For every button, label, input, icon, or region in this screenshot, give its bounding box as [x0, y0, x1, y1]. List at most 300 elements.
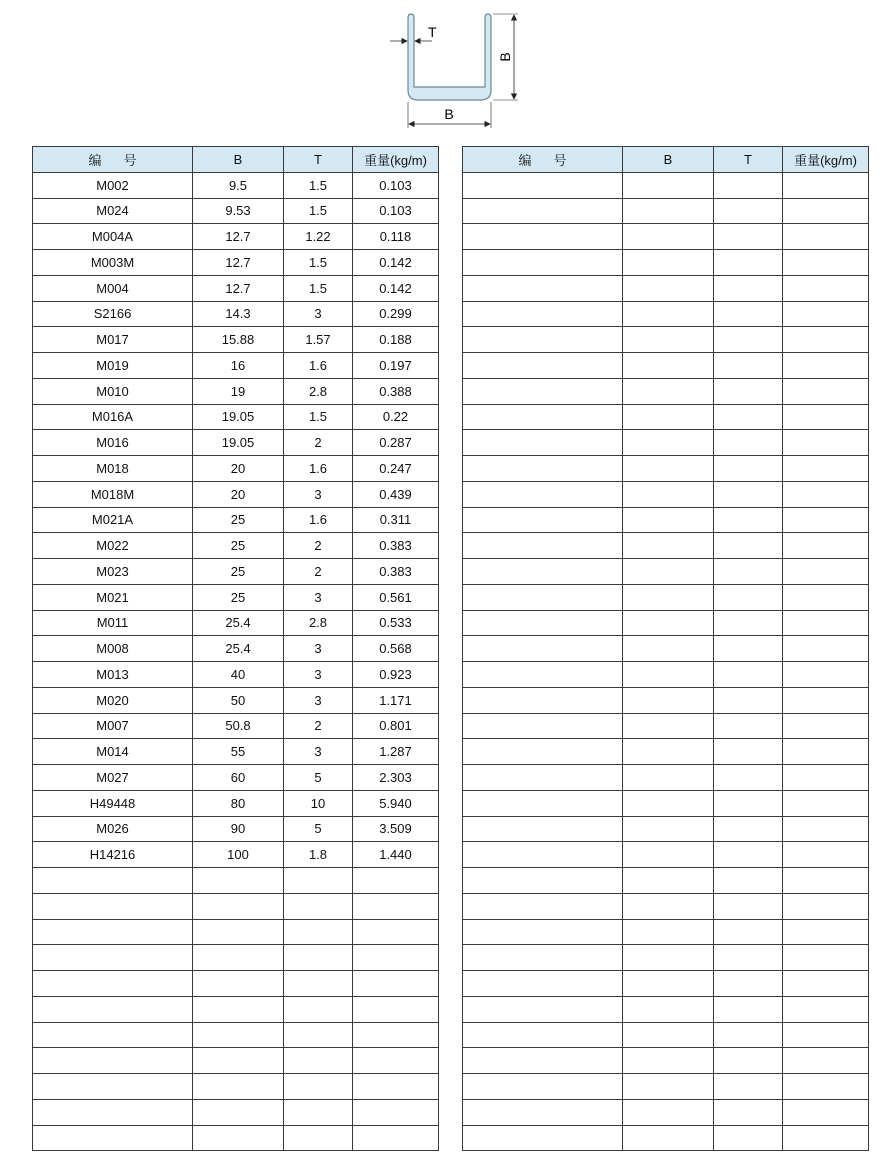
- cell-b: [623, 404, 714, 430]
- cell-b: [623, 1099, 714, 1125]
- u-channel-profile-drawing: [370, 6, 530, 136]
- cell-t: [284, 945, 353, 971]
- cell-b: 9.53: [193, 198, 284, 224]
- cell-weight: [783, 816, 869, 842]
- cell-b: [193, 971, 284, 997]
- cell-b: [623, 842, 714, 868]
- header-b: B: [193, 147, 284, 173]
- cell-b: [623, 481, 714, 507]
- table-row: [33, 971, 439, 997]
- cell-t: 1.5: [284, 198, 353, 224]
- cell-code: [463, 868, 623, 894]
- table-row: [33, 559, 439, 585]
- table-row: [33, 713, 439, 739]
- cell-b: [623, 250, 714, 276]
- cell-code: [463, 481, 623, 507]
- cell-weight: [783, 404, 869, 430]
- cell-b: [623, 1074, 714, 1100]
- cell-weight: [353, 919, 439, 945]
- cell-code: [463, 842, 623, 868]
- cell-code: [463, 404, 623, 430]
- cell-t: 1.6: [284, 507, 353, 533]
- cell-weight: 0.287: [353, 430, 439, 456]
- cell-t: [714, 662, 783, 688]
- cell-code: [463, 713, 623, 739]
- table-row: [463, 404, 869, 430]
- table-row: [463, 198, 869, 224]
- cell-b: 55: [193, 739, 284, 765]
- cell-t: 2.8: [284, 610, 353, 636]
- cell-b: [623, 507, 714, 533]
- cell-t: [714, 275, 783, 301]
- cell-t: 5: [284, 816, 353, 842]
- cell-t: 1.5: [284, 275, 353, 301]
- cell-b: 25: [193, 507, 284, 533]
- cell-weight: [783, 1099, 869, 1125]
- cell-t: 2: [284, 533, 353, 559]
- cell-weight: 0.311: [353, 507, 439, 533]
- cell-code: [463, 301, 623, 327]
- table-row: [33, 378, 439, 404]
- header-code-label: 编号: [518, 152, 589, 168]
- cell-t: [714, 301, 783, 327]
- cell-weight: 1.287: [353, 739, 439, 765]
- cell-t: [714, 533, 783, 559]
- table-row: [463, 1099, 869, 1125]
- cell-weight: [783, 430, 869, 456]
- cell-weight: 1.440: [353, 842, 439, 868]
- cell-code: [463, 198, 623, 224]
- cell-b: 100: [193, 842, 284, 868]
- cell-b: [623, 687, 714, 713]
- cell-b: [193, 893, 284, 919]
- cell-t: 3: [284, 584, 353, 610]
- cell-b: [623, 301, 714, 327]
- cell-weight: [353, 1099, 439, 1125]
- cell-t: 1.5: [284, 250, 353, 276]
- table-row: [33, 327, 439, 353]
- table-row: [463, 327, 869, 353]
- header-t: T: [714, 147, 783, 173]
- cell-weight: [783, 893, 869, 919]
- u-channel-shape: [408, 14, 491, 100]
- cell-t: 3: [284, 739, 353, 765]
- cell-t: [714, 842, 783, 868]
- table-row: [33, 739, 439, 765]
- cell-weight: [783, 172, 869, 198]
- cell-b: [623, 430, 714, 456]
- cell-weight: 0.22: [353, 404, 439, 430]
- cell-code: M008: [33, 636, 193, 662]
- cell-code: M018M: [33, 481, 193, 507]
- cell-code: M021: [33, 584, 193, 610]
- cell-weight: 0.533: [353, 610, 439, 636]
- table-row: [33, 481, 439, 507]
- cell-t: 1.6: [284, 456, 353, 482]
- cell-code: [463, 1074, 623, 1100]
- cell-b: 25: [193, 533, 284, 559]
- cell-b: [623, 790, 714, 816]
- cell-weight: [783, 224, 869, 250]
- cell-t: [714, 584, 783, 610]
- cell-t: [714, 687, 783, 713]
- cell-b: [193, 919, 284, 945]
- cell-t: [714, 353, 783, 379]
- table-row: [463, 172, 869, 198]
- table-row: [463, 456, 869, 482]
- cell-t: [714, 250, 783, 276]
- table-row: [463, 250, 869, 276]
- cell-b: [623, 1022, 714, 1048]
- cell-weight: 1.171: [353, 687, 439, 713]
- table-row: [463, 996, 869, 1022]
- cell-weight: 0.118: [353, 224, 439, 250]
- cell-code: M014: [33, 739, 193, 765]
- cell-t: [284, 1099, 353, 1125]
- cell-weight: 0.383: [353, 533, 439, 559]
- u-channel-diagram: [370, 6, 530, 136]
- cell-t: [714, 739, 783, 765]
- cell-b: [623, 456, 714, 482]
- table-row: [33, 353, 439, 379]
- cell-b: [623, 584, 714, 610]
- table-row: [33, 893, 439, 919]
- cell-weight: [783, 790, 869, 816]
- table-row: [33, 172, 439, 198]
- cell-weight: [353, 1022, 439, 1048]
- table-row: [33, 250, 439, 276]
- table-row: [33, 301, 439, 327]
- b-width-label: B: [444, 106, 454, 122]
- cell-code: M003M: [33, 250, 193, 276]
- cell-b: 60: [193, 765, 284, 791]
- cell-t: [714, 945, 783, 971]
- cell-t: [714, 378, 783, 404]
- t-dimension-label: T: [428, 24, 437, 40]
- cell-b: 16: [193, 353, 284, 379]
- cell-b: [623, 945, 714, 971]
- cell-weight: 0.142: [353, 275, 439, 301]
- cell-code: [463, 172, 623, 198]
- table-row: [33, 1048, 439, 1074]
- cell-weight: [783, 275, 869, 301]
- cell-t: 3: [284, 481, 353, 507]
- cell-b: 80: [193, 790, 284, 816]
- cell-b: 14.3: [193, 301, 284, 327]
- table-row: [463, 1048, 869, 1074]
- table-row: [463, 919, 869, 945]
- cell-t: [714, 404, 783, 430]
- cell-weight: 0.142: [353, 250, 439, 276]
- cell-weight: [783, 301, 869, 327]
- cell-weight: 0.299: [353, 301, 439, 327]
- cell-code: [33, 996, 193, 1022]
- cell-t: [714, 198, 783, 224]
- cell-code: M016A: [33, 404, 193, 430]
- cell-t: [714, 172, 783, 198]
- table-row: [463, 1125, 869, 1151]
- cell-weight: [783, 919, 869, 945]
- cell-weight: 3.509: [353, 816, 439, 842]
- cell-t: 1.5: [284, 172, 353, 198]
- cell-weight: 0.439: [353, 481, 439, 507]
- table-row: [33, 610, 439, 636]
- cell-code: M011: [33, 610, 193, 636]
- table-row: [33, 662, 439, 688]
- cell-t: 3: [284, 636, 353, 662]
- cell-code: M023: [33, 559, 193, 585]
- cell-t: [284, 919, 353, 945]
- header-weight: 重量(kg/m): [783, 147, 869, 173]
- cell-code: M002: [33, 172, 193, 198]
- cell-weight: 0.383: [353, 559, 439, 585]
- cell-code: [463, 559, 623, 585]
- table-row: [33, 1099, 439, 1125]
- cell-code: [463, 224, 623, 250]
- cell-code: [463, 662, 623, 688]
- cell-code: [463, 919, 623, 945]
- cell-weight: [783, 713, 869, 739]
- cell-t: [714, 610, 783, 636]
- cell-b: [623, 198, 714, 224]
- b-height-label: B: [497, 52, 513, 62]
- cell-code: [463, 507, 623, 533]
- table-row: [33, 533, 439, 559]
- table-row: [463, 713, 869, 739]
- cell-b: [623, 996, 714, 1022]
- cell-weight: 0.188: [353, 327, 439, 353]
- cell-weight: [783, 507, 869, 533]
- cell-code: [463, 996, 623, 1022]
- table-row: [33, 919, 439, 945]
- cell-weight: 0.197: [353, 353, 439, 379]
- cell-b: [193, 1099, 284, 1125]
- cell-code: [463, 327, 623, 353]
- table-row: [33, 687, 439, 713]
- cell-weight: [783, 765, 869, 791]
- cell-b: 12.7: [193, 275, 284, 301]
- cell-weight: [783, 456, 869, 482]
- cell-code: M024: [33, 198, 193, 224]
- cell-weight: [783, 1074, 869, 1100]
- cell-code: M017: [33, 327, 193, 353]
- table-row: [463, 816, 869, 842]
- table-row: [463, 687, 869, 713]
- cell-t: [714, 868, 783, 894]
- cell-t: [714, 765, 783, 791]
- cell-t: [714, 1099, 783, 1125]
- cell-t: [284, 971, 353, 997]
- cell-b: [193, 996, 284, 1022]
- cell-t: [284, 893, 353, 919]
- cell-t: [284, 996, 353, 1022]
- cell-weight: [353, 945, 439, 971]
- cell-b: 25.4: [193, 636, 284, 662]
- cell-code: [33, 971, 193, 997]
- cell-b: 19.05: [193, 404, 284, 430]
- cell-weight: [783, 662, 869, 688]
- cell-t: [714, 1048, 783, 1074]
- table-row: [463, 765, 869, 791]
- cell-weight: 0.247: [353, 456, 439, 482]
- cell-b: [193, 868, 284, 894]
- header-code: [33, 147, 193, 173]
- table-row: [463, 662, 869, 688]
- table-row: [33, 1022, 439, 1048]
- cell-weight: [783, 687, 869, 713]
- table-row: [463, 868, 869, 894]
- cell-t: 2: [284, 713, 353, 739]
- cell-code: [463, 584, 623, 610]
- cell-weight: [783, 327, 869, 353]
- cell-t: 3: [284, 662, 353, 688]
- cell-t: [714, 971, 783, 997]
- table-row: [463, 636, 869, 662]
- cell-b: 9.5: [193, 172, 284, 198]
- cell-t: 2.8: [284, 378, 353, 404]
- cell-code: [463, 816, 623, 842]
- cell-code: M018: [33, 456, 193, 482]
- cell-b: 20: [193, 456, 284, 482]
- cell-weight: [783, 1022, 869, 1048]
- cell-t: 3: [284, 687, 353, 713]
- cell-b: [623, 739, 714, 765]
- cell-t: [714, 636, 783, 662]
- cell-b: [623, 971, 714, 997]
- cell-code: [463, 430, 623, 456]
- cell-b: 20: [193, 481, 284, 507]
- table-row: [33, 404, 439, 430]
- cell-weight: [353, 971, 439, 997]
- table-row: [33, 636, 439, 662]
- cell-b: 40: [193, 662, 284, 688]
- cell-t: [714, 713, 783, 739]
- cell-t: [714, 790, 783, 816]
- table-row: [463, 481, 869, 507]
- table-row: [463, 378, 869, 404]
- cell-code: [463, 1022, 623, 1048]
- cell-weight: 0.923: [353, 662, 439, 688]
- cell-b: [623, 224, 714, 250]
- cell-b: 25: [193, 559, 284, 585]
- cell-t: [714, 919, 783, 945]
- cell-code: [463, 739, 623, 765]
- table-row: [33, 1074, 439, 1100]
- cell-weight: [783, 1125, 869, 1151]
- cell-b: [623, 533, 714, 559]
- cell-code: [463, 790, 623, 816]
- cell-t: [714, 481, 783, 507]
- cell-t: 1.22: [284, 224, 353, 250]
- cell-code: [463, 765, 623, 791]
- cell-code: [33, 1099, 193, 1125]
- cell-b: [623, 919, 714, 945]
- cell-t: [284, 1074, 353, 1100]
- cell-code: M021A: [33, 507, 193, 533]
- cell-code: [463, 533, 623, 559]
- cell-weight: 0.568: [353, 636, 439, 662]
- cell-weight: [783, 610, 869, 636]
- cell-weight: [783, 1048, 869, 1074]
- cell-code: H49448: [33, 790, 193, 816]
- cell-weight: [353, 893, 439, 919]
- table-row: [33, 224, 439, 250]
- table-row: [33, 584, 439, 610]
- cell-code: [33, 1048, 193, 1074]
- table-header-row: [33, 147, 439, 173]
- cell-weight: [783, 584, 869, 610]
- cell-weight: [353, 1048, 439, 1074]
- spec-table-left: [32, 146, 439, 1151]
- cell-t: [284, 1125, 353, 1151]
- cell-weight: [353, 996, 439, 1022]
- cell-b: [623, 172, 714, 198]
- cell-b: 19.05: [193, 430, 284, 456]
- cell-code: [463, 275, 623, 301]
- cell-t: 5: [284, 765, 353, 791]
- cell-code: M019: [33, 353, 193, 379]
- cell-code: [463, 250, 623, 276]
- cell-code: [33, 868, 193, 894]
- cell-weight: 0.103: [353, 198, 439, 224]
- cell-code: [33, 893, 193, 919]
- cell-b: [623, 765, 714, 791]
- cell-t: [714, 1022, 783, 1048]
- cell-weight: [783, 739, 869, 765]
- cell-code: M022: [33, 533, 193, 559]
- cell-b: [623, 610, 714, 636]
- cell-t: 1.57: [284, 327, 353, 353]
- cell-b: [623, 559, 714, 585]
- cell-code: [33, 1022, 193, 1048]
- cell-b: [623, 636, 714, 662]
- cell-code: [463, 378, 623, 404]
- cell-code: [33, 1074, 193, 1100]
- cell-b: [623, 816, 714, 842]
- cell-weight: [353, 1074, 439, 1100]
- cell-weight: [783, 996, 869, 1022]
- cell-b: 25.4: [193, 610, 284, 636]
- cell-t: 1.8: [284, 842, 353, 868]
- cell-code: [463, 1099, 623, 1125]
- cell-b: 50: [193, 687, 284, 713]
- cell-t: [714, 224, 783, 250]
- cell-weight: [783, 559, 869, 585]
- cell-b: [193, 1125, 284, 1151]
- table-row: [463, 224, 869, 250]
- cell-code: M016: [33, 430, 193, 456]
- cell-code: M027: [33, 765, 193, 791]
- table-row: [33, 816, 439, 842]
- cell-code: M007: [33, 713, 193, 739]
- cell-code: [463, 1125, 623, 1151]
- cell-code: [33, 945, 193, 971]
- cell-t: [714, 327, 783, 353]
- cell-b: [623, 1048, 714, 1074]
- cell-t: [714, 559, 783, 585]
- table-row: [33, 945, 439, 971]
- cell-code: H14216: [33, 842, 193, 868]
- cell-code: [33, 1125, 193, 1151]
- cell-t: 2: [284, 430, 353, 456]
- cell-b: [623, 353, 714, 379]
- cell-weight: 0.561: [353, 584, 439, 610]
- cell-b: 25: [193, 584, 284, 610]
- header-b: B: [623, 147, 714, 173]
- cell-t: [714, 456, 783, 482]
- cell-code: M013: [33, 662, 193, 688]
- cell-code: [463, 1048, 623, 1074]
